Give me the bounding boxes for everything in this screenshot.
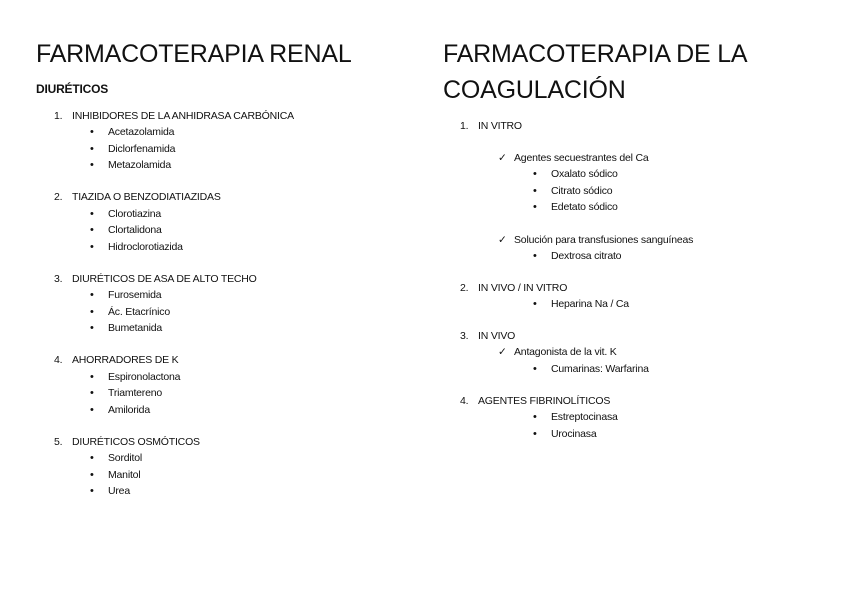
list-item: • Clortalidona (90, 222, 162, 239)
bullet-icon: • (90, 322, 94, 334)
list-item: • Estreptocinasa (533, 409, 618, 426)
list-item: • Furosemida (90, 287, 161, 304)
list-item: • Urocinasa (533, 426, 596, 443)
check-item: ✓ Antagonista de la vit. K (498, 344, 617, 361)
bullet-icon: • (533, 201, 537, 213)
coag-section-heading: 1. IN VITRO (460, 120, 522, 132)
bullet-icon: • (90, 371, 94, 383)
renal-section-heading: 2. TIAZIDA O BENZODIATIAZIDAS (54, 191, 221, 203)
bullet-icon: • (533, 185, 537, 197)
list-item: • Espironolactona (90, 369, 180, 386)
checkmark-icon: ✓ (498, 152, 507, 164)
bullet-icon: • (90, 387, 94, 399)
renal-section-heading: 1. INHIBIDORES DE LA ANHIDRASA CARBÓNICA (54, 110, 294, 122)
bullet-icon: • (90, 126, 94, 138)
bullet-icon: • (90, 143, 94, 155)
bullet-icon: • (90, 159, 94, 171)
list-item: • Heparina Na / Ca (533, 296, 629, 313)
bullet-icon: • (90, 306, 94, 318)
coag-section-heading: 4. AGENTES FIBRINOLÍTICOS (460, 395, 611, 407)
list-item: • Clorotiazina (90, 206, 161, 223)
coagulation-title: FARMACOTERAPIA DE LA COAGULACIÓN (443, 40, 748, 104)
list-item: • Acetazolamida (90, 124, 174, 141)
checkmark-icon: ✓ (498, 234, 507, 246)
list-item: • Sorditol (90, 450, 142, 467)
list-item: • Dextrosa citrato (533, 248, 621, 265)
renal-title: FARMACOTERAPIA RENAL (36, 40, 352, 68)
check-item: ✓ Agentes secuestrantes del Ca (498, 150, 648, 167)
bullet-icon: • (533, 168, 537, 180)
renal-section-heading: 4. AHORRADORES DE K (54, 354, 179, 366)
bullet-icon: • (90, 469, 94, 481)
renal-section-heading: 3. DIURÉTICOS DE ASA DE ALTO TECHO (54, 273, 257, 285)
bullet-icon: • (90, 485, 94, 497)
coag-section-heading: 2. IN VIVO / IN VITRO (460, 282, 568, 294)
coag-section-heading: 3. IN VIVO (460, 330, 516, 342)
list-item: • Amilorida (90, 402, 150, 419)
list-item: • Citrato sódico (533, 183, 612, 200)
bullet-icon: • (533, 250, 537, 262)
list-item: • Urea (90, 483, 130, 500)
bullet-icon: • (533, 428, 537, 440)
bullet-icon: • (90, 241, 94, 253)
renal-section-heading: 5. DIURÉTICOS OSMÓTICOS (54, 436, 200, 448)
list-item: • Hidroclorotiazida (90, 239, 183, 256)
list-item: • Bumetanida (90, 320, 162, 337)
list-item: • Ác. Etacrínico (90, 304, 170, 321)
checkmark-icon: ✓ (498, 346, 507, 358)
bullet-icon: • (90, 224, 94, 236)
bullet-icon: • (90, 404, 94, 416)
bullet-icon: • (533, 411, 537, 423)
list-item: • Diclorfenamida (90, 141, 175, 158)
check-item: ✓ Solución para transfusiones sanguíneas (498, 232, 693, 249)
bullet-icon: • (533, 363, 537, 375)
list-item: • Manitol (90, 467, 140, 484)
list-item: • Cumarinas: Warfarina (533, 361, 649, 378)
bullet-icon: • (533, 298, 537, 310)
bullet-icon: • (90, 289, 94, 301)
diureticos-subtitle: DIURÉTICOS (36, 82, 109, 96)
bullet-icon: • (90, 452, 94, 464)
list-item: • Edetato sódico (533, 199, 618, 216)
list-item: • Triamtereno (90, 385, 162, 402)
list-item: • Oxalato sódico (533, 166, 618, 183)
list-item: • Metazolamida (90, 157, 171, 174)
bullet-icon: • (90, 208, 94, 220)
